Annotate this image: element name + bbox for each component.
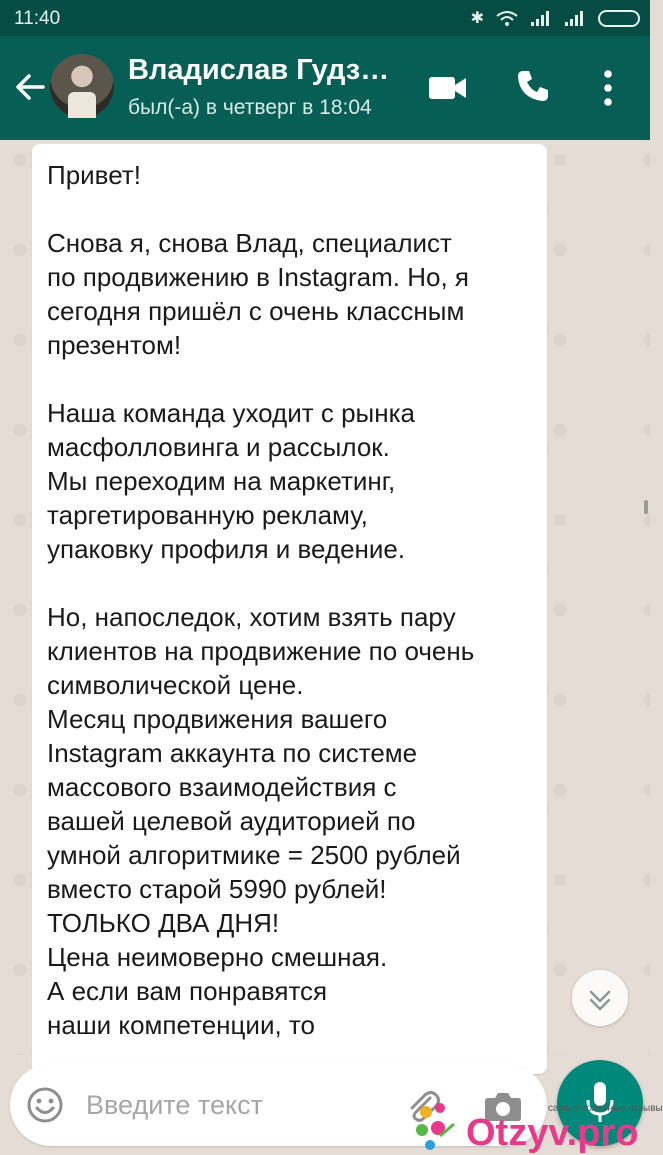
message-line: вместо старой 5990 рублей! — [47, 874, 387, 904]
video-camera-icon[interactable] — [428, 74, 468, 102]
chat-header — [0, 36, 650, 140]
watermark-tagline: самые полезные отзывы — [548, 1103, 663, 1114]
status-icons — [471, 8, 640, 28]
battery-icon — [598, 10, 640, 27]
more-vert-icon[interactable] — [598, 68, 618, 108]
message-bubble[interactable] — [32, 144, 547, 1074]
message-line: Месяц продвижения вашего — [47, 704, 388, 734]
message-line: умной алгоритмике = 2500 рублей — [47, 840, 461, 870]
message-line: наши компетенции, то — [47, 1010, 315, 1040]
back-arrow-icon[interactable] — [10, 62, 50, 112]
signal-icon — [530, 10, 552, 26]
status-bar — [0, 0, 650, 36]
watermark-logo-icon — [410, 1098, 466, 1154]
message-line: по продвижению в Instagram. Но, я — [47, 262, 470, 292]
scrollbar[interactable] — [644, 500, 648, 514]
message-line: таргетированную рекламу, — [47, 500, 368, 530]
message-input[interactable] — [86, 1084, 386, 1126]
watermark — [410, 1098, 663, 1155]
signal-icon — [564, 10, 586, 26]
message-line: клиентов на продвижение по очень — [47, 636, 475, 666]
scroll-down-button[interactable] — [572, 970, 628, 1026]
message-line: Но, напоследок, хотим взять пару — [47, 602, 456, 632]
message-blank-line — [47, 566, 533, 600]
message-line: презентом! — [47, 330, 182, 360]
message-line: А если вам понравятся — [47, 976, 328, 1006]
phone-icon[interactable] — [515, 68, 551, 104]
status-time: 11:40 — [14, 8, 61, 29]
message-line: Instagram аккаунта по системе — [47, 738, 418, 768]
chat-area[interactable] — [0, 140, 650, 1055]
message-line: масфолловинга и рассылок. — [47, 432, 390, 462]
message-line: символической цене. — [47, 670, 304, 700]
message-blank-line — [47, 362, 533, 396]
last-seen-status: был(-а) в четверг в 18:04 — [128, 96, 372, 119]
message-line: Цена неимоверно смешная. — [47, 942, 388, 972]
wifi-icon — [496, 10, 518, 26]
message-line: вашей целевой аудиторией по — [47, 806, 416, 836]
contact-name[interactable]: Владислав Гудз… — [128, 54, 390, 86]
avatar[interactable] — [50, 54, 114, 118]
message-line: Привет! — [47, 160, 141, 190]
double-chevron-down-icon — [572, 970, 628, 1026]
message-line: Наша команда уходит с рынка — [47, 398, 416, 428]
message-line: сегодня пришёл с очень классным — [47, 296, 465, 326]
message-line: упаковку профиля и ведение. — [47, 534, 406, 564]
message-line: массового взаимодействия с — [47, 772, 397, 802]
message-line: Мы переходим на маркетинг, — [47, 466, 396, 496]
message-line: Снова я, снова Влад, специалист — [47, 228, 452, 258]
emoji-icon[interactable] — [26, 1086, 64, 1124]
bluetooth-icon: ✱ — [470, 10, 484, 27]
message-blank-line — [47, 192, 533, 226]
message-line: ТОЛЬКО ДВА ДНЯ! — [47, 908, 280, 938]
watermark-brand: Otzyv.pro — [466, 1112, 639, 1154]
